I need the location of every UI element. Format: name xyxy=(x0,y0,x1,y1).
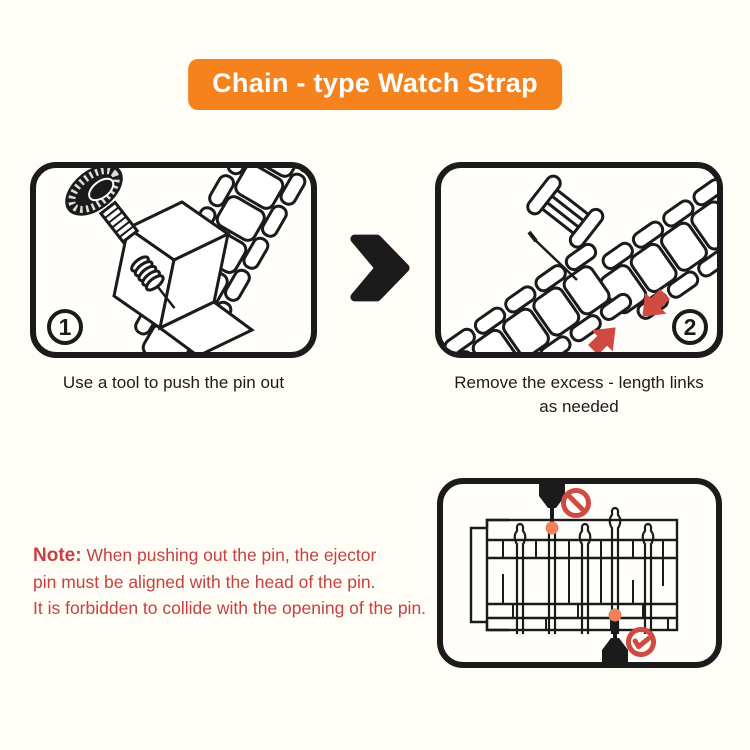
note-line1 xyxy=(33,542,465,569)
check-icon xyxy=(627,628,656,657)
note-line1-text: When pushing out the pin, the ejector xyxy=(86,545,377,565)
pin-alignment-diagram xyxy=(443,484,716,662)
step1-panel xyxy=(30,162,317,358)
ejector-tool-wrong xyxy=(539,484,565,535)
step-number-2: 2 xyxy=(672,309,708,345)
step2-caption-line1: Remove the excess - length links xyxy=(454,373,704,392)
prohibition-icon xyxy=(564,491,589,516)
step2-panel xyxy=(435,162,723,358)
ejector-tool-correct xyxy=(602,609,628,663)
note-text xyxy=(33,542,465,621)
threaded-screw xyxy=(101,202,137,241)
chevron-right-icon xyxy=(349,233,411,303)
title-banner: Chain - type Watch Strap xyxy=(188,59,562,110)
bracelet-pins xyxy=(515,508,654,634)
step2-caption xyxy=(425,371,733,419)
step-number-1: 1 xyxy=(47,309,83,345)
correct-contact-dot xyxy=(609,609,622,622)
loose-pin-head xyxy=(529,232,536,241)
removed-link xyxy=(525,173,606,250)
step2-caption-line2: as needed xyxy=(539,397,619,416)
note-line2: pin must be aligned with the head of the pin. xyxy=(33,572,376,592)
note-diagram-panel xyxy=(437,478,722,668)
note-line3: It is forbidden to collide with the opening of the pin. xyxy=(33,598,427,618)
step1-caption: Use a tool to push the pin out xyxy=(62,373,285,392)
note-label: Note: xyxy=(33,545,82,566)
wrong-contact-dot xyxy=(546,522,559,535)
